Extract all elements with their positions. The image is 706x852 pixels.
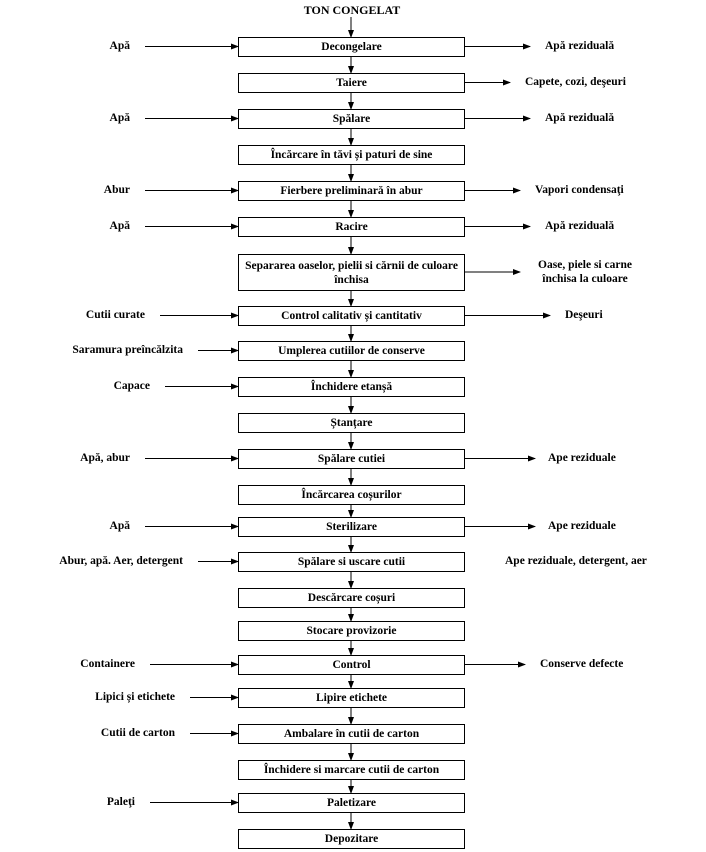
process-step-label: Control [332,659,371,671]
output-label: Apă reziduală [545,111,615,124]
output-label: Oase, piele si carne închisa la culoare [538,259,632,285]
process-step [238,413,465,433]
process-step-label: Decongelare [321,41,382,53]
process-step [238,109,465,129]
process-step [238,254,465,291]
process-step [238,341,465,361]
input-label: Apă [109,39,130,52]
process-step-label: Spălare cutiei [317,453,386,465]
process-step [238,688,465,708]
process-step [238,829,465,849]
output-label: Deşeuri [565,308,603,321]
process-step [238,793,465,813]
process-step [238,485,465,505]
process-step [238,377,465,397]
process-step [238,760,465,780]
process-step-label: Închidere etanșă [310,381,393,393]
process-step-label: Lipire etichete [316,692,387,704]
process-step-label: Încărcare în tăvi și paturi de sine [270,149,433,161]
process-step [238,181,465,201]
input-label: Abur, apă. Aer, detergent [59,554,183,567]
process-step-label: Taiere [336,77,367,89]
output-label: Apă reziduală [545,39,615,52]
process-step-label: Umplerea cutiilor de conserve [278,345,425,357]
output-label: Capete, cozi, deşeuri [525,75,626,88]
process-step-label: Sterilizare [326,521,377,533]
process-step-label: Spălare si uscare cutii [297,556,406,568]
input-label: Apă [109,111,130,124]
process-step-label: Ambalare în cutii de carton [283,728,420,740]
input-label: Saramura preîncălzita [72,343,183,356]
input-label: Lipici și etichete [95,690,175,703]
input-label: Cutii curate [85,308,145,321]
process-step [238,306,465,326]
process-step-label: Încărcarea coșurilor [301,489,402,501]
input-label: Apă [109,519,130,532]
input-label: Abur [103,183,130,196]
process-step [238,145,465,165]
diagram-title: TON CONGELAT [303,3,401,17]
process-step [238,217,465,237]
process-step-label: Control calitativ și cantitativ [281,310,422,322]
process-step-label: Paletizare [327,797,376,809]
process-step [238,552,465,572]
input-label: Cutii de carton [100,726,175,739]
process-step-label: Fierbere preliminară în abur [280,185,423,197]
output-label: Ape reziduale [548,519,616,532]
process-step-label: Ștanțare [330,417,373,429]
output-label: Ape reziduale, detergent, aer [505,554,647,567]
process-step [238,73,465,93]
output-label: Conserve defecte [540,657,624,670]
input-label: Paleţi [106,795,135,808]
process-step [238,724,465,744]
process-step [238,517,465,537]
process-step [238,449,465,469]
process-step-label: Descărcare coșuri [307,592,396,604]
process-step-label: Separarea oaselor, pielii si cărnii de culoare închisa [245,259,458,286]
process-step [238,588,465,608]
output-label: Vapori condensaţi [535,183,624,196]
process-step-label: Spălare [332,113,371,125]
input-label: Containere [80,657,135,670]
process-step [238,37,465,57]
process-step-label: Închidere si marcare cutii de carton [263,764,440,776]
input-label: Apă, abur [80,451,130,464]
input-label: Apă [109,219,130,232]
process-step [238,655,465,675]
process-step [238,621,465,641]
input-label: Capace [113,379,150,392]
output-label: Apă reziduală [545,219,615,232]
output-label: Ape reziduale [548,451,616,464]
process-step-label: Racire [335,221,368,233]
process-step-label: Stocare provizorie [306,625,397,637]
process-step-label: Depozitare [324,833,379,845]
